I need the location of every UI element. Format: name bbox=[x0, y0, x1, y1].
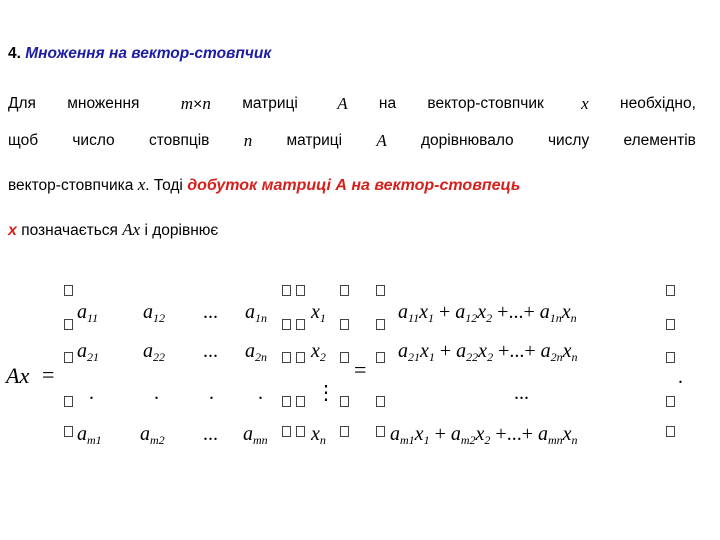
definition-highlight: добуток матриці А на вектор-стовпець bbox=[187, 177, 521, 194]
word: Для bbox=[8, 95, 36, 112]
paragraph-line-1 bbox=[8, 94, 696, 114]
matrix-entry: ... bbox=[203, 423, 218, 445]
matrix-entry: . bbox=[258, 382, 263, 404]
matrix-entry: $a_{21}$ bbox=[77, 340, 99, 364]
paragraph-line-3 bbox=[8, 175, 696, 195]
result-entry: $a_{m1}x_1 + a_{m2}x_2$ +...+ $a_{mn}x_n$ bbox=[390, 423, 578, 447]
matrix-entry: $a_{22}$ bbox=[143, 340, 165, 364]
word: число bbox=[72, 132, 115, 149]
vector-entry: ⋮ bbox=[316, 382, 336, 404]
word: числу bbox=[547, 132, 590, 149]
formula-lhs: Ax bbox=[6, 363, 30, 388]
symbol-n: n bbox=[243, 131, 253, 150]
word: елементів bbox=[623, 132, 696, 149]
matrix-entry: . bbox=[154, 382, 159, 404]
section-title: Множення на вектор-стовпчик bbox=[25, 45, 272, 62]
word: необхідно, bbox=[620, 95, 696, 112]
matrix-symbol-a: A bbox=[337, 94, 348, 113]
word: множення bbox=[67, 95, 140, 112]
definition-highlight-x: x bbox=[8, 222, 17, 239]
word: щоб bbox=[8, 132, 39, 149]
word: на bbox=[378, 95, 397, 112]
vector-symbol-x: x bbox=[137, 175, 146, 194]
matrix-symbol-a: A bbox=[376, 131, 387, 150]
word: вектор-стовпчика bbox=[8, 177, 134, 194]
product-ax: Ax bbox=[122, 220, 141, 239]
word: позначається bbox=[21, 222, 118, 239]
word: матриці bbox=[242, 95, 298, 112]
paragraph-line-4 bbox=[8, 220, 696, 240]
matrix-entry: $a_{1n}$ bbox=[245, 301, 267, 325]
word: матриці bbox=[286, 132, 343, 149]
formula-period: . bbox=[678, 366, 683, 388]
matrix-entry: $a_{m1}$ bbox=[77, 423, 102, 447]
matrix-entry: ... bbox=[203, 301, 218, 323]
dimension-mxn: m×n bbox=[180, 94, 211, 113]
section-number: 4. bbox=[8, 45, 21, 62]
vector-entry: $x_n$ bbox=[311, 423, 326, 447]
word: вектор-стовпчик bbox=[427, 95, 544, 112]
vector-symbol-x: x bbox=[581, 94, 589, 113]
equals-sign: = bbox=[42, 362, 55, 387]
word: і дорівнює bbox=[144, 222, 219, 239]
matrix-entry: $a_{2n}$ bbox=[245, 340, 267, 364]
matrix-entry: . bbox=[209, 382, 214, 404]
result-entry: $a_{21}x_1 + a_{22}x_2$ +...+ $a_{2n}x_n$ bbox=[398, 340, 578, 364]
matrix-entry: $a_{11}$ bbox=[77, 301, 99, 325]
result-entry: ... bbox=[514, 382, 529, 404]
result-entry: $a_{11}x_1 + a_{12}x_2$ +...+ $a_{1n}x_n$ bbox=[398, 301, 577, 325]
vector-entry: $x_2$ bbox=[311, 340, 326, 364]
section-heading bbox=[8, 45, 271, 63]
matrix-entry: $a_{m2}$ bbox=[140, 423, 165, 447]
word: стовпців bbox=[148, 132, 210, 149]
matrix-entry: . bbox=[89, 382, 94, 404]
matrix-entry: $a_{mn}$ bbox=[243, 423, 268, 447]
word: дорівнювало bbox=[421, 132, 514, 149]
matrix-entry: ... bbox=[203, 340, 218, 362]
equals-sign: = bbox=[354, 357, 367, 382]
text-todi: . Тоді bbox=[145, 177, 183, 194]
matrix-entry: $a_{12}$ bbox=[143, 301, 165, 325]
paragraph-line-2 bbox=[8, 131, 696, 151]
vector-entry: $x_1$ bbox=[311, 301, 326, 325]
